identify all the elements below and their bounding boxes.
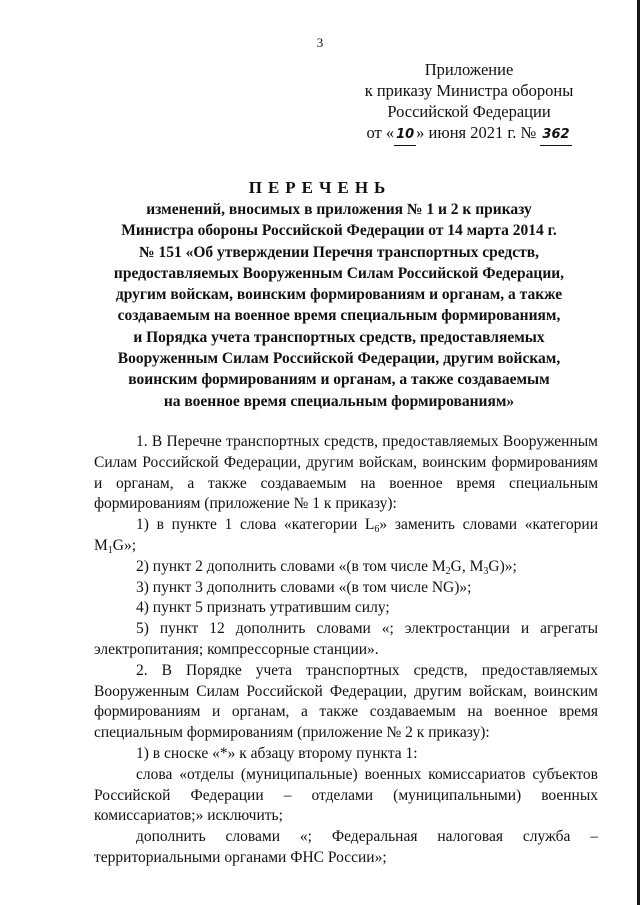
heading-line: № 151 «Об утверждении Перечня транспортных средств, [139,243,539,261]
item-1-3: 3) пункт 3 дополнить словами «(в том числе NG)»; [136,578,472,596]
heading-line: предоставляемых Вооруженным Силам Российской Федерации, [113,264,565,282]
heading-line: и Порядка учета транспортных средств, предоставляемых [133,328,545,346]
handwritten-day: 10 [394,124,416,146]
document-heading [80,199,598,412]
heading-line: другим войскам, воинским формированиям и органам, а также [115,286,563,304]
document-body [94,432,598,869]
item-2-1-words: слова «отделы (муниципальные) военных комиссариатов субъектов Российской Федерации – отделами (муниципальными) военных комиссариатов;» исключить; [94,765,598,825]
appendix-block [340,59,598,146]
document-title: ПЕРЕЧЕНЬ [248,178,392,197]
appendix-line-3: Российской Федерации [387,102,551,121]
date-mid: » июня 2021 г. № [416,123,537,142]
paragraph-1: 1. В Перечне транспортных средств, предоставляемых Вооруженным Силам Российской Федерации, другим войскам, воинским формированиям и органам, а также создаваемым на военное время специальным формированиям (приложение № 1 к приказу): [94,433,598,513]
item-1-5: 5) пункт 12 дополнить словами «; электростанции и агрегаты электропитания; компрессорные станции». [94,620,598,658]
item-1-2: 2) пункт 2 дополнить словами «(в том числе $M_2G$, $M_3G$)»; [136,557,517,577]
heading-line: Министра обороны Российской Федерации от 14 марта 2014 г. [121,222,557,240]
appendix-date-line [340,122,598,146]
item-1-4: 4) пункт 5 признать утратившим силу; [136,599,390,617]
heading-line: изменений, вносимых в приложения № 1 и 2 к приказу [146,201,532,218]
appendix-line-2: к приказу Министра обороны [364,81,574,100]
item-2-1: 1) в сноске «*» к абзацу второму пункта 1: [136,744,418,762]
item-2-1-add: дополнить словами «; Федеральная налоговая служба – территориальными органами ФНС России»; [94,828,598,866]
item-1-1: 1) в пункте 1 слова «категории $L_6$» заменить словами «категории $M_1G$»; [94,516,598,556]
page-number: 3 [316,35,324,50]
heading-line: воинским формированиям и органам, а также создаваемым [128,371,550,389]
heading-line: на военное время специальным формированиям» [163,392,515,410]
appendix-line-1: Приложение [424,60,514,79]
heading-line: Вооруженным Силам Российской Федерации, другим войскам, [117,350,561,368]
handwritten-number: 362 [540,124,571,146]
date-prefix: от « [366,123,395,142]
heading-line: создаваемым на военное время специальным формированиям, [117,307,561,325]
paragraph-2: 2. В Порядке учета транспортных средств, предоставляемых Вооруженным Силам Российской Федерации, другим войскам, воинским формированиям и органам, а также создаваемым на военное время специальным формированиям (приложение № 2 к приказу): [94,661,598,742]
